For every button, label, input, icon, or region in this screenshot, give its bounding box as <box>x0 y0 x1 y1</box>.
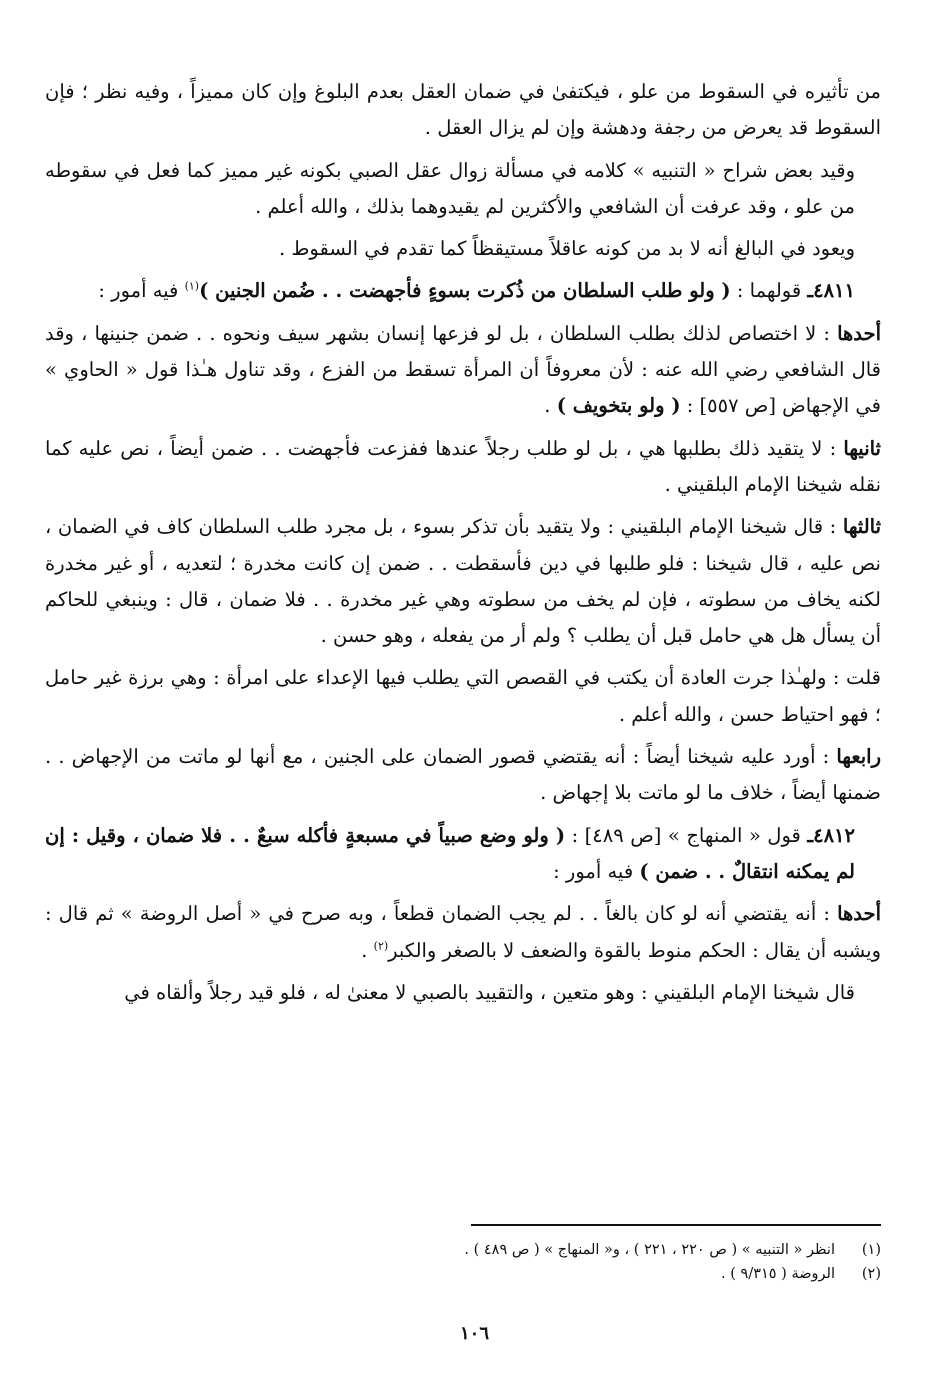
paragraph-text: قلت : ولهـٰذا جرت العادة أن يكتب في القصص التي يطلب فيها الإعداء على امرأة : وهي برزة غير حامل ؛ فهو احتياط حسن ، والله أعلم . <box>45 666 881 726</box>
paragraph-second <box>45 431 881 504</box>
paragraph-1 <box>45 74 881 147</box>
paragraph-first-b <box>45 896 881 969</box>
paragraph-last <box>45 975 881 1011</box>
footnote-number: (١) <box>861 1242 881 1258</box>
footnote-separator <box>471 1224 881 1226</box>
issue-number: ٤٨١٢ـ <box>807 823 855 847</box>
point-label: ثانيها <box>843 436 881 460</box>
footnote-marker: (٢) <box>373 939 389 953</box>
paragraph-text: : لا اختصاص لذلك بطلب السلطان ، بل لو فزعها إنسان بشهر سيف ونحوه . . ضمن جنينها ، وقد قال الشافعي رضي الله عنه : لأن معروفاً أن المرأة تسقط من الفزع ، وقد تناول هـٰذا قول « الحاوي » في الإجهاض [ص ٥٥٧] : <box>45 321 881 418</box>
paragraph-third <box>45 509 881 654</box>
paragraph-text: : أورد عليه شيخنا أيضاً : أنه يقتضي قصور الضمان على الجنين ، مع أنها لو ماتت من الإجهاض . . ضمنها أيضاً ، خلاف ما لو ماتت بلا إجهاض . <box>45 745 881 805</box>
paragraph-first <box>45 316 881 425</box>
paragraph-2 <box>45 153 881 226</box>
paragraph-text: : أنه يقتضي أنه لو كان بالغاً . . لم يجب الضمان قطعاً ، وبه صرح في « أصل الروضة » ثم قال : ويشبه أن يقال : الحكم منوط بالقوة والضعف لا بالصغر والكبر <box>45 902 881 962</box>
paragraph-text: : لا يتقيد ذلك بطلبها هي ، بل لو طلب رجلاً عندها ففزعت فأجهضت . . ضمن أيضاً ، نص عليه كما نقله شيخنا الإمام البلقيني . <box>45 436 881 496</box>
paragraph-tail: . <box>544 394 557 418</box>
point-label: أحدها <box>837 321 881 345</box>
issue-4812 <box>45 818 881 891</box>
issue-4811 <box>45 273 881 309</box>
paragraph-3 <box>45 231 881 267</box>
footnote-text: انظر « التنبيه » ( ص ٢٢٠ ، ٢٢١ ) ، و« المنهاج » ( ص ٤٨٩ ) . <box>464 1242 835 1258</box>
paragraph-fourth <box>45 739 881 812</box>
paragraph-note <box>45 660 881 733</box>
footnote-2 <box>45 1262 881 1286</box>
paragraph-text: وقيد بعض شراح « التنبيه » كلامه في مسألة زوال عقل الصبي بكونه غير مميز كما فعل في سقوطه من علو ، وقد عرفت أن الشافعي والأكثرين لم يقيدوهما بذلك ، والله أعلم . <box>45 158 855 218</box>
point-label: أحدها <box>837 902 881 926</box>
footnote-text: الروضة ( ٩/٣١٥ ) . <box>721 1266 835 1282</box>
paragraph-text: من تأثيره في السقوط من علو ، فيكتفىٰ في ضمان العقل بعدم البلوغ وإن كان مميزاً ، وفيه نظر ؛ فإن السقوط قد يعرض من رجفة ودهشة وإن لم يزال العقل . <box>45 80 881 140</box>
issue-tail: فيه أمور : <box>553 859 640 883</box>
footnotes <box>45 1238 881 1286</box>
issue-intro: قول « المنهاج » [ص ٤٨٩] : <box>565 823 808 847</box>
main-text <box>45 74 881 1017</box>
issue-tail: فيه أمور : <box>98 279 185 303</box>
paragraph-tail: . <box>361 938 374 962</box>
page-number: ١٠٦ <box>459 1323 489 1344</box>
point-label: رابعها <box>836 745 881 769</box>
footnote-number: (٢) <box>861 1266 881 1282</box>
paragraph-text: قال شيخنا الإمام البلقيني : وهو متعين ، والتقييد بالصبي لا معنىٰ له ، فلو قيد رجلاً وألقاه في <box>124 980 855 1004</box>
point-label: ثالثها <box>842 515 881 539</box>
paragraph-text: ويعود في البالغ أنه لا بد من كونه عاقلاً مستيقظاً كما تقدم في السقوط . <box>278 237 855 261</box>
quoted-text: ( ولو طلب السلطان من ذُكرت بسوءٍ فأجهضت . . ضُمن الجنين ) <box>199 279 731 303</box>
footnote-marker: (١) <box>184 279 200 293</box>
footnote-1 <box>45 1238 881 1262</box>
issue-intro: قولهما : <box>730 279 808 303</box>
paragraph-text: : قال شيخنا الإمام البلقيني : ولا يتقيد بأن تذكر بسوء ، بل مجرد طلب السلطان كاف في الضمان ، نص عليه ، قال شيخنا : فلو طلبها في دين فأسقطت . . ضمن إن كانت مخدرة ؛ لتعديه ، أو غير مخدرة لكنه يخاف من سطوته ، فإن لم يخف من سطوته وهي غير مخدرة . . فلا ضمان ، قال : وينبغي للحاكم أن يسأل هل هي حامل قبل أن يطلب ؟ ولم أر من يفعله ، وهو حسن . <box>45 515 881 648</box>
quoted-text: ( ولو بتخويف ) <box>556 394 681 418</box>
issue-number: ٤٨١١ـ <box>807 279 855 303</box>
quoted-text: ( ولو وضع صبياً في مسبعةٍ فأكله سبعٌ . . فلا ضمان ، وقيل : إن لم يمكنه انتقالٌ . . ضمن ) <box>45 823 855 883</box>
